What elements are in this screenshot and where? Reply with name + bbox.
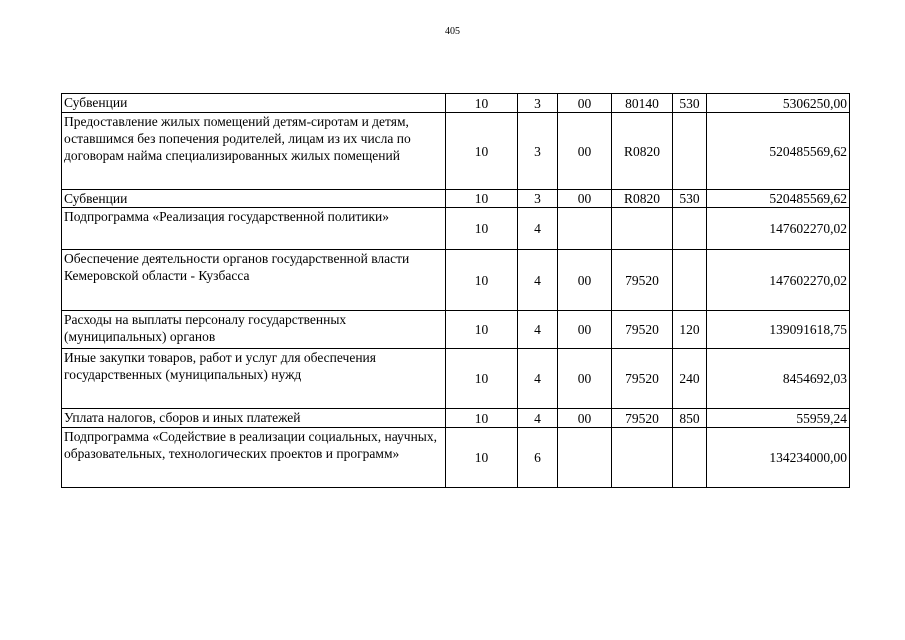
subsection-cell: 6 — [518, 428, 558, 488]
row-name-cell: Субвенции — [62, 94, 446, 113]
amount-cell: 55959,24 — [707, 409, 850, 428]
row-name-cell: Подпрограмма «Реализация государственной политики» — [62, 208, 446, 250]
table-row — [62, 311, 850, 349]
row-name-cell: Подпрограмма «Содействие в реализации социальных, научных, образовательных, технологических проектов и программ» — [62, 428, 446, 488]
expense-type-cell: 530 — [673, 94, 707, 113]
amount-cell: 520485569,62 — [707, 190, 850, 208]
expense-type-cell — [673, 250, 707, 311]
direction-cell: R0820 — [612, 113, 673, 190]
program-cell: 00 — [558, 409, 612, 428]
program-cell: 00 — [558, 311, 612, 349]
program-cell: 00 — [558, 113, 612, 190]
program-cell — [558, 428, 612, 488]
subsection-cell: 3 — [518, 94, 558, 113]
expense-type-cell: 850 — [673, 409, 707, 428]
row-name-cell: Расходы на выплаты персоналу государственных (муниципальных) органов — [62, 311, 446, 349]
row-name-cell: Уплата налогов, сборов и иных платежей — [62, 409, 446, 428]
program-cell — [558, 208, 612, 250]
direction-cell: 79520 — [612, 250, 673, 311]
amount-cell: 5306250,00 — [707, 94, 850, 113]
subsection-cell: 4 — [518, 311, 558, 349]
section-cell: 10 — [446, 409, 518, 428]
amount-cell: 520485569,62 — [707, 113, 850, 190]
expense-type-cell — [673, 208, 707, 250]
budget-table — [61, 93, 850, 488]
subsection-cell: 4 — [518, 349, 558, 409]
subsection-cell: 3 — [518, 190, 558, 208]
table-row — [62, 208, 850, 250]
subsection-cell: 4 — [518, 250, 558, 311]
row-name-cell: Обеспечение деятельности органов государственной власти Кемеровской области - Кузбасса — [62, 250, 446, 311]
program-cell: 00 — [558, 94, 612, 113]
amount-cell: 134234000,00 — [707, 428, 850, 488]
direction-cell: 80140 — [612, 94, 673, 113]
table-row — [62, 190, 850, 208]
table-row — [62, 250, 850, 311]
amount-cell: 8454692,03 — [707, 349, 850, 409]
section-cell: 10 — [446, 311, 518, 349]
row-name-cell: Субвенции — [62, 190, 446, 208]
page-number: 405 — [445, 26, 460, 37]
expense-type-cell: 530 — [673, 190, 707, 208]
amount-cell: 139091618,75 — [707, 311, 850, 349]
program-cell: 00 — [558, 250, 612, 311]
row-name-cell: Иные закупки товаров, работ и услуг для обеспечения государственных (муниципальных) нужд — [62, 349, 446, 409]
table-row — [62, 94, 850, 113]
table-row — [62, 349, 850, 409]
direction-cell — [612, 208, 673, 250]
subsection-cell: 4 — [518, 409, 558, 428]
direction-cell: R0820 — [612, 190, 673, 208]
program-cell: 00 — [558, 190, 612, 208]
section-cell: 10 — [446, 208, 518, 250]
direction-cell: 79520 — [612, 349, 673, 409]
expense-type-cell — [673, 113, 707, 190]
direction-cell — [612, 428, 673, 488]
section-cell: 10 — [446, 94, 518, 113]
table-row — [62, 428, 850, 488]
amount-cell: 147602270,02 — [707, 250, 850, 311]
amount-cell: 147602270,02 — [707, 208, 850, 250]
program-cell: 00 — [558, 349, 612, 409]
table-row — [62, 409, 850, 428]
expense-type-cell — [673, 428, 707, 488]
expense-type-cell: 120 — [673, 311, 707, 349]
direction-cell: 79520 — [612, 311, 673, 349]
section-cell: 10 — [446, 113, 518, 190]
table-row — [62, 113, 850, 190]
section-cell: 10 — [446, 428, 518, 488]
section-cell: 10 — [446, 250, 518, 311]
section-cell: 10 — [446, 190, 518, 208]
direction-cell: 79520 — [612, 409, 673, 428]
subsection-cell: 3 — [518, 113, 558, 190]
expense-type-cell: 240 — [673, 349, 707, 409]
row-name-cell: Предоставление жилых помещений детям-сиротам и детям, оставшимся без попечения родителей, лицам из их числа по договорам найма специализированных жилых помещений — [62, 113, 446, 190]
subsection-cell: 4 — [518, 208, 558, 250]
section-cell: 10 — [446, 349, 518, 409]
